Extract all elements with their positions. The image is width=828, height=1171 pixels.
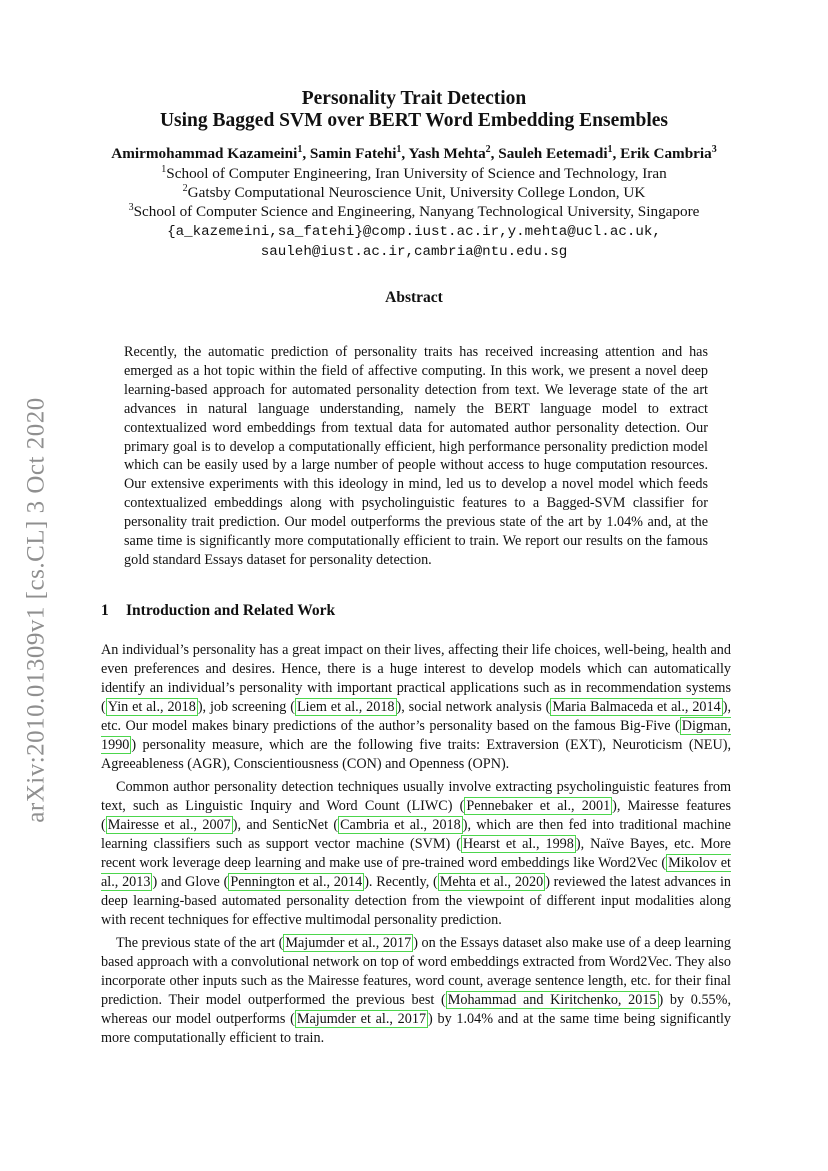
body-paragraph (101, 641, 731, 774)
citation-link[interactable]: Digman, 1990 (101, 718, 731, 753)
paragraph-text: ) and Glove ( (152, 874, 229, 890)
paragraph-text: ), etc. Our model makes binary predictions of the author’s personality based on the famous Big-Five ( (101, 699, 731, 734)
citation-link[interactable]: Liem et al., 2018 (296, 699, 395, 715)
section-title: Introduction and Related Work (126, 602, 336, 619)
paragraph-text: ) by 0.55%, whereas our model outperforms ( (101, 992, 731, 1027)
citation-link[interactable]: Majumder et al., 2017 (285, 935, 412, 951)
author-affiliation-mark: 1 (607, 143, 613, 155)
citation-link[interactable]: Hearst et al., 1998 (462, 836, 574, 852)
author-name: Samin Fatehi (309, 145, 397, 162)
citation-link[interactable]: Pennebaker et al., 2001 (466, 798, 611, 814)
body-paragraph (101, 934, 731, 1048)
paragraph-text: ), which are then fed into traditional machine learning classifiers such as support vector machine (SVM) ( (101, 817, 731, 852)
affiliation-2 (0, 183, 828, 203)
citation-link[interactable]: Mohammad and Kiritchenko, 2015 (447, 992, 657, 1008)
citation-link[interactable]: Majumder et al., 2017 (296, 1011, 427, 1027)
paragraph-text: ), social network analysis ( (396, 699, 551, 715)
abstract-heading: Abstract (385, 289, 443, 306)
paragraph-text: ), Mairesse features ( (101, 798, 731, 833)
author-name: Amirmohammad Kazameini (111, 145, 298, 162)
section-number: 1 (101, 602, 109, 619)
citation-link[interactable]: Mehta et al., 2020 (439, 874, 544, 890)
affiliation-mark: 1 (161, 163, 167, 175)
citation-link[interactable]: Mairesse et al., 2007 (107, 817, 231, 833)
paragraph-text: ) personality measure, which are the following five traits: Extraversion (EXT), Neuroticism (NEU), Agreeableness (AGR), Conscientiousness (CON) and Openness (OPN). (101, 737, 731, 772)
citation-link[interactable]: Cambria et al., 2018 (340, 817, 461, 833)
citation-link[interactable]: Yin et al., 2018 (107, 699, 196, 715)
author-name: Erik Cambria (620, 145, 712, 162)
abstract-text: Recently, the automatic prediction of personality traits has received increasing attention and has emerged as a hot topic within the field of affective computing. In this work, we present a novel deep learning-based approach for automated personality detection from text. We leverage state of the art advances in natural language understanding, namely the BERT language model to extract contextualized word embeddings from textual data for automated author personality detection. Our primary goal is to develop a computationally efficient, high performance personality prediction model which can be easily used by a large number of people without access to huge computation resources. Our extensive experiments with this ideology in mind, led us to develop a novel model which feeds contextualized embeddings along with psycholinguistic features to a Bagged-SVM classifier for personality trait prediction. Our model outperforms the previous state of the art by 1.04% and, at the same time is significantly more computationally efficient to train. We report our results on the famous gold standard Essays dataset for personality detection. (124, 344, 708, 568)
section-body (101, 641, 731, 1052)
paragraph-text: ), and SenticNet ( (232, 817, 339, 833)
paragraph-text: ) reviewed the latest advances in deep learning-based automated personality detection from the viewpoint of different input modalities along with recent techniques for effective multimodal personality prediction. (101, 874, 731, 928)
citation-link[interactable]: Maria Balmaceda et al., 2014 (552, 699, 721, 715)
author-affiliation-mark: 3 (711, 143, 717, 155)
paper-title-line-1: Personality Trait Detection (301, 88, 527, 109)
section-heading (101, 602, 335, 620)
paragraph-text: The previous state of the art ( (116, 935, 284, 951)
affiliation-mark: 3 (128, 201, 134, 213)
affiliation-text: Gatsby Computational Neuroscience Unit, University College London, UK (187, 184, 646, 201)
author-emails-line-2: sauleh@iust.ac.ir,cambria@ntu.edu.sg (260, 244, 568, 260)
author-emails-line-1: {a_kazemeini,sa_fatehi}@comp.iust.ac.ir,y.mehta@ucl.ac.uk, (167, 224, 661, 240)
affiliation-1 (0, 164, 828, 184)
paragraph-text: ) by 1.04% and at the same time being significantly more computationally efficient to train. (101, 1011, 731, 1046)
citation-link[interactable]: Pennington et al., 2014 (230, 874, 363, 890)
affiliation-text: School of Computer Engineering, Iran University of Science and Technology, Iran (166, 165, 667, 182)
paragraph-text: ) on the Essays dataset also make use of a deep learning based approach with a convolutional network on top of word embeddings extracted from Word2Vec. They also incorporate other inputs such as the Mairesse features, word count, average sentence length, etc. for their final prediction. Their model outperformed the previous best ( (101, 935, 731, 1008)
paragraph-text: ), Naïve Bayes, etc. More recent work leverage deep learning and make use of pre-trained word embeddings like Word2Vec ( (101, 836, 731, 871)
author-list: Amirmohammad Kazameini$^1$, Samin Fatehi$^1$, Yash Mehta$^2$, Sauleh Eetemadi$^1$, Erik Cambria$^3$ (111, 143, 717, 162)
author-affiliation-mark: 1 (396, 143, 402, 155)
paragraph-text: Common author personality detection techniques usually involve extracting psycholinguistic features from text, such as Linguistic Inquiry and Word Count (LIWC) ( (101, 779, 731, 814)
affiliation-mark: 2 (182, 182, 188, 194)
affiliation-text: School of Computer Science and Engineering, Nanyang Technological University, Singapore (133, 203, 700, 220)
paragraph-text: ), job screening ( (197, 699, 295, 715)
paragraph-text: ). Recently, ( (364, 874, 438, 890)
arxiv-identifier-text: arXiv:2010.01309v1 [cs.CL] 3 Oct 2020 (23, 397, 51, 823)
paragraph-text: An individual’s personality has a great impact on their lives, affecting their life choices, well-being, health and even preferences and desires. Hence, there is a huge interest to develop models which can automatically identify an individual’s personality with important practical applications such as in recommendation systems ( (101, 642, 731, 715)
citation-link[interactable]: Mikolov et al., 2013 (101, 855, 731, 890)
author-name: Sauleh Eetemadi (498, 145, 608, 162)
body-paragraph (101, 778, 731, 930)
author-affiliation-mark: 2 (485, 143, 491, 155)
author-name: Yash Mehta (408, 145, 486, 162)
arxiv-identifier (22, 380, 52, 840)
affiliation-3 (0, 202, 828, 222)
author-affiliation-mark: 1 (297, 143, 303, 155)
paper-title-line-2: Using Bagged SVM over BERT Word Embedding Ensembles (159, 110, 669, 131)
